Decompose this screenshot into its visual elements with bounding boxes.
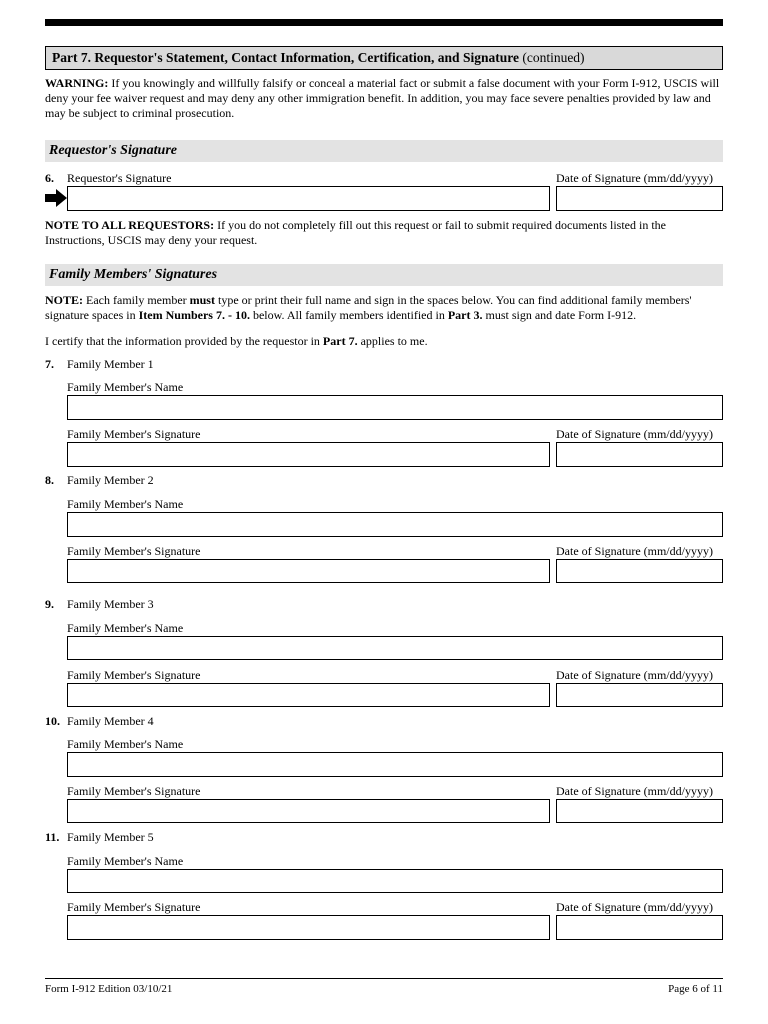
- family-member-5-name-label: Family Member's Name: [67, 854, 184, 868]
- family-note: [45, 293, 725, 323]
- family-note-item-numbers: Item Numbers 7. - 10.: [138, 308, 250, 322]
- family-member-5-date-field[interactable]: [556, 915, 723, 940]
- family-note-text-1: Each family member: [83, 293, 190, 307]
- top-rule: [45, 19, 723, 26]
- item-number-8: 8.: [45, 473, 54, 487]
- requestor-signature-field[interactable]: [67, 186, 550, 211]
- family-member-2-date-label: Date of Signature (mm/dd/yyyy): [556, 544, 713, 558]
- warning-lead: WARNING:: [45, 76, 109, 90]
- family-member-4-title: Family Member 4: [67, 714, 154, 728]
- family-member-3-signature-field[interactable]: [67, 683, 550, 707]
- family-member-1-date-label: Date of Signature (mm/dd/yyyy): [556, 427, 713, 441]
- item-number-11: 11.: [45, 830, 60, 844]
- family-signatures-section-title: Family Members' Signatures: [49, 267, 218, 282]
- requestor-signature-section-title: Requestor's Signature: [49, 143, 177, 158]
- family-member-4-signature-label: Family Member's Signature: [67, 784, 201, 798]
- family-member-2-name-label: Family Member's Name: [67, 497, 184, 511]
- family-member-2-signature-field[interactable]: [67, 559, 550, 583]
- family-member-1-signature-field[interactable]: [67, 442, 550, 467]
- footer-page-number: Page 6 of 11: [668, 983, 723, 995]
- family-member-5-title: Family Member 5: [67, 830, 154, 844]
- note-requestors-lead: NOTE TO ALL REQUESTORS:: [45, 218, 215, 232]
- family-note-must: must: [189, 293, 215, 307]
- requestor-signature-label: Requestor's Signature: [67, 171, 172, 185]
- warning-paragraph: [45, 76, 725, 121]
- requestor-date-label: Date of Signature (mm/dd/yyyy): [556, 171, 713, 185]
- family-member-1-name-label: Family Member's Name: [67, 380, 184, 394]
- requestor-date-field[interactable]: [556, 186, 723, 211]
- item-number-9: 9.: [45, 597, 54, 611]
- family-note-lead: NOTE:: [45, 293, 84, 307]
- footer-form-edition: Form I-912 Edition 03/10/21: [45, 983, 173, 995]
- item-number-6: 6.: [45, 171, 54, 185]
- certify-text-1: I certify that the information provided by the requestor in: [45, 334, 323, 348]
- part-header-continued: (continued): [518, 50, 585, 65]
- family-member-1-date-field[interactable]: [556, 442, 723, 467]
- item-number-10: 10.: [45, 714, 60, 728]
- certify-part-7: Part 7.: [322, 334, 358, 348]
- family-note-text-4: must sign and date Form I-912.: [482, 308, 637, 322]
- family-member-4-signature-field[interactable]: [67, 799, 550, 823]
- family-note-text-3: below. All family members identified in: [249, 308, 448, 322]
- family-member-2-date-field[interactable]: [556, 559, 723, 583]
- family-note-text-2: type or print their full name and sign in the spaces below. You can find additional family members' signature spaces in: [45, 293, 692, 322]
- family-member-4-date-label: Date of Signature (mm/dd/yyyy): [556, 784, 713, 798]
- family-member-1-title: Family Member 1: [67, 357, 154, 371]
- family-member-5-date-label: Date of Signature (mm/dd/yyyy): [556, 900, 713, 914]
- requestor-signature-section-bar: [45, 140, 723, 162]
- certify-text-2: applies to me.: [357, 334, 428, 348]
- note-requestors-text: If you do not completely fill out this request or fail to submit required documents listed in the Instructions, USCIS may deny your request.: [45, 218, 666, 247]
- family-member-4-date-field[interactable]: [556, 799, 723, 823]
- right-arrow-icon: [45, 189, 67, 207]
- part-7-header: [45, 46, 723, 70]
- family-member-3-title: Family Member 3: [67, 597, 154, 611]
- family-member-1-name-field[interactable]: [67, 395, 723, 420]
- family-member-3-date-label: Date of Signature (mm/dd/yyyy): [556, 668, 713, 682]
- family-member-4-name-field[interactable]: [67, 752, 723, 777]
- warning-text: If you knowingly and willfully falsify or conceal a material fact or submit a false document with your Form I-912, USCIS will deny your fee waiver request and may deny any other immigration benefit. In addition, you may face severe penalties provided by law and may be subject to criminal prosecution.: [45, 76, 720, 120]
- family-member-3-signature-label: Family Member's Signature: [67, 668, 201, 682]
- family-member-2-name-field[interactable]: [67, 512, 723, 537]
- note-to-requestors: [45, 218, 725, 248]
- family-member-2-title: Family Member 2: [67, 473, 154, 487]
- family-member-3-name-field[interactable]: [67, 636, 723, 660]
- family-member-3-name-label: Family Member's Name: [67, 621, 184, 635]
- family-signatures-section-bar: [45, 264, 723, 286]
- certify-statement: [45, 334, 725, 349]
- family-member-2-signature-label: Family Member's Signature: [67, 544, 201, 558]
- family-member-5-name-field[interactable]: [67, 869, 723, 893]
- family-member-4-name-label: Family Member's Name: [67, 737, 184, 751]
- item-number-7: 7.: [45, 357, 54, 371]
- family-member-3-date-field[interactable]: [556, 683, 723, 707]
- family-note-part-3: Part 3.: [447, 308, 483, 322]
- family-member-5-signature-field[interactable]: [67, 915, 550, 940]
- family-member-5-signature-label: Family Member's Signature: [67, 900, 201, 914]
- part-header-title: Part 7. Requestor's Statement, Contact Information, Certification, and Signature: [52, 50, 519, 65]
- footer-rule: [45, 978, 723, 979]
- family-member-1-signature-label: Family Member's Signature: [67, 427, 201, 441]
